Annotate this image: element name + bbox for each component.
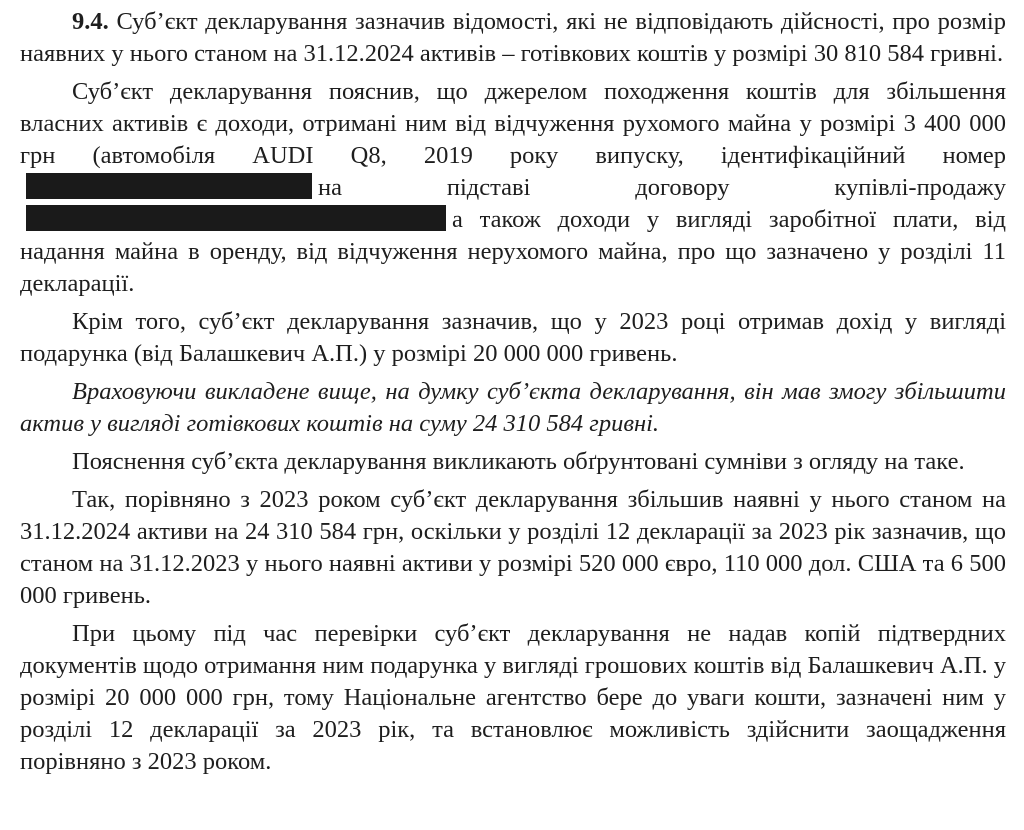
paragraph-explanation-part1: Суб’єкт декларування пояснив, що джерелом походження коштів для збільшення власних активів є доходи, отримані ним від відчуження рухомого майна у розмірі 3 400 000 грн (автомобіля AUDI Q8, 2019 року випуску, ідентифікаційний номер [20, 78, 1006, 169]
section-number: 9.4. [72, 8, 109, 35]
paragraph-explanation-part2: на підставі договору купівлі-продажу [318, 174, 1006, 201]
paragraph-gift: Крім того, суб’єкт декларування зазначив, що у 2023 році отримав дохід у вигляді подарунка (від Балашкевич А.П.) у розмірі 20 000 000 гривень. [20, 308, 1006, 367]
paragraph-explanation [20, 76, 1006, 300]
paragraph-verification: При цьому під час перевірки суб’єкт декларування не надав копій підтвердних документів щодо отримання ним подарунка у вигляді грошових коштів від Балашкевич А.П. у розмірі 20 000 000 грн, тому Національне агентство бере до уваги кошти, зазначені ним у розділі 12 декларації за 2023 рік, та встановлює можливість здійснити заощадження порівняно з 2023 роком. [20, 620, 1006, 775]
redacted-vin [26, 173, 312, 199]
paragraph-9-4 [20, 6, 1006, 70]
paragraph-conclusion-italic: Враховуючи викладене вище, на думку суб’єкта декларування, він мав змогу збільшити актив у вигляді готівкових коштів на суму 24 310 584 гривні. [20, 378, 1006, 437]
paragraph-explanation-part3: а також доходи у вигляді заробітної плати, від надання майна в оренду, від відчуження нерухомого майна, про що зазначено у розділі 11 декларації. [20, 206, 1006, 297]
paragraph-doubts: Пояснення суб’єкта декларування викликають обґрунтовані сумніви з огляду на таке. [72, 448, 965, 475]
paragraph-9-4-text: Суб’єкт декларування зазначив відомості, які не відповідають дійсності, про розмір наявних у нього станом на 31.12.2024 активів – готівкових коштів у розмірі 30 810 584 гривні. [20, 8, 1006, 67]
redacted-contract [26, 205, 446, 231]
paragraph-comparison: Так, порівняно з 2023 роком суб’єкт декларування збільшив наявні у нього станом на 31.12.2024 активи на 24 310 584 грн, оскільки у розділі 12 декларації за 2023 рік зазначив, що станом на 31.12.2023 у нього наявні активи у розмірі 520 000 євро, 110 000 дол. США та 6 500 000 гривень. [20, 486, 1006, 609]
